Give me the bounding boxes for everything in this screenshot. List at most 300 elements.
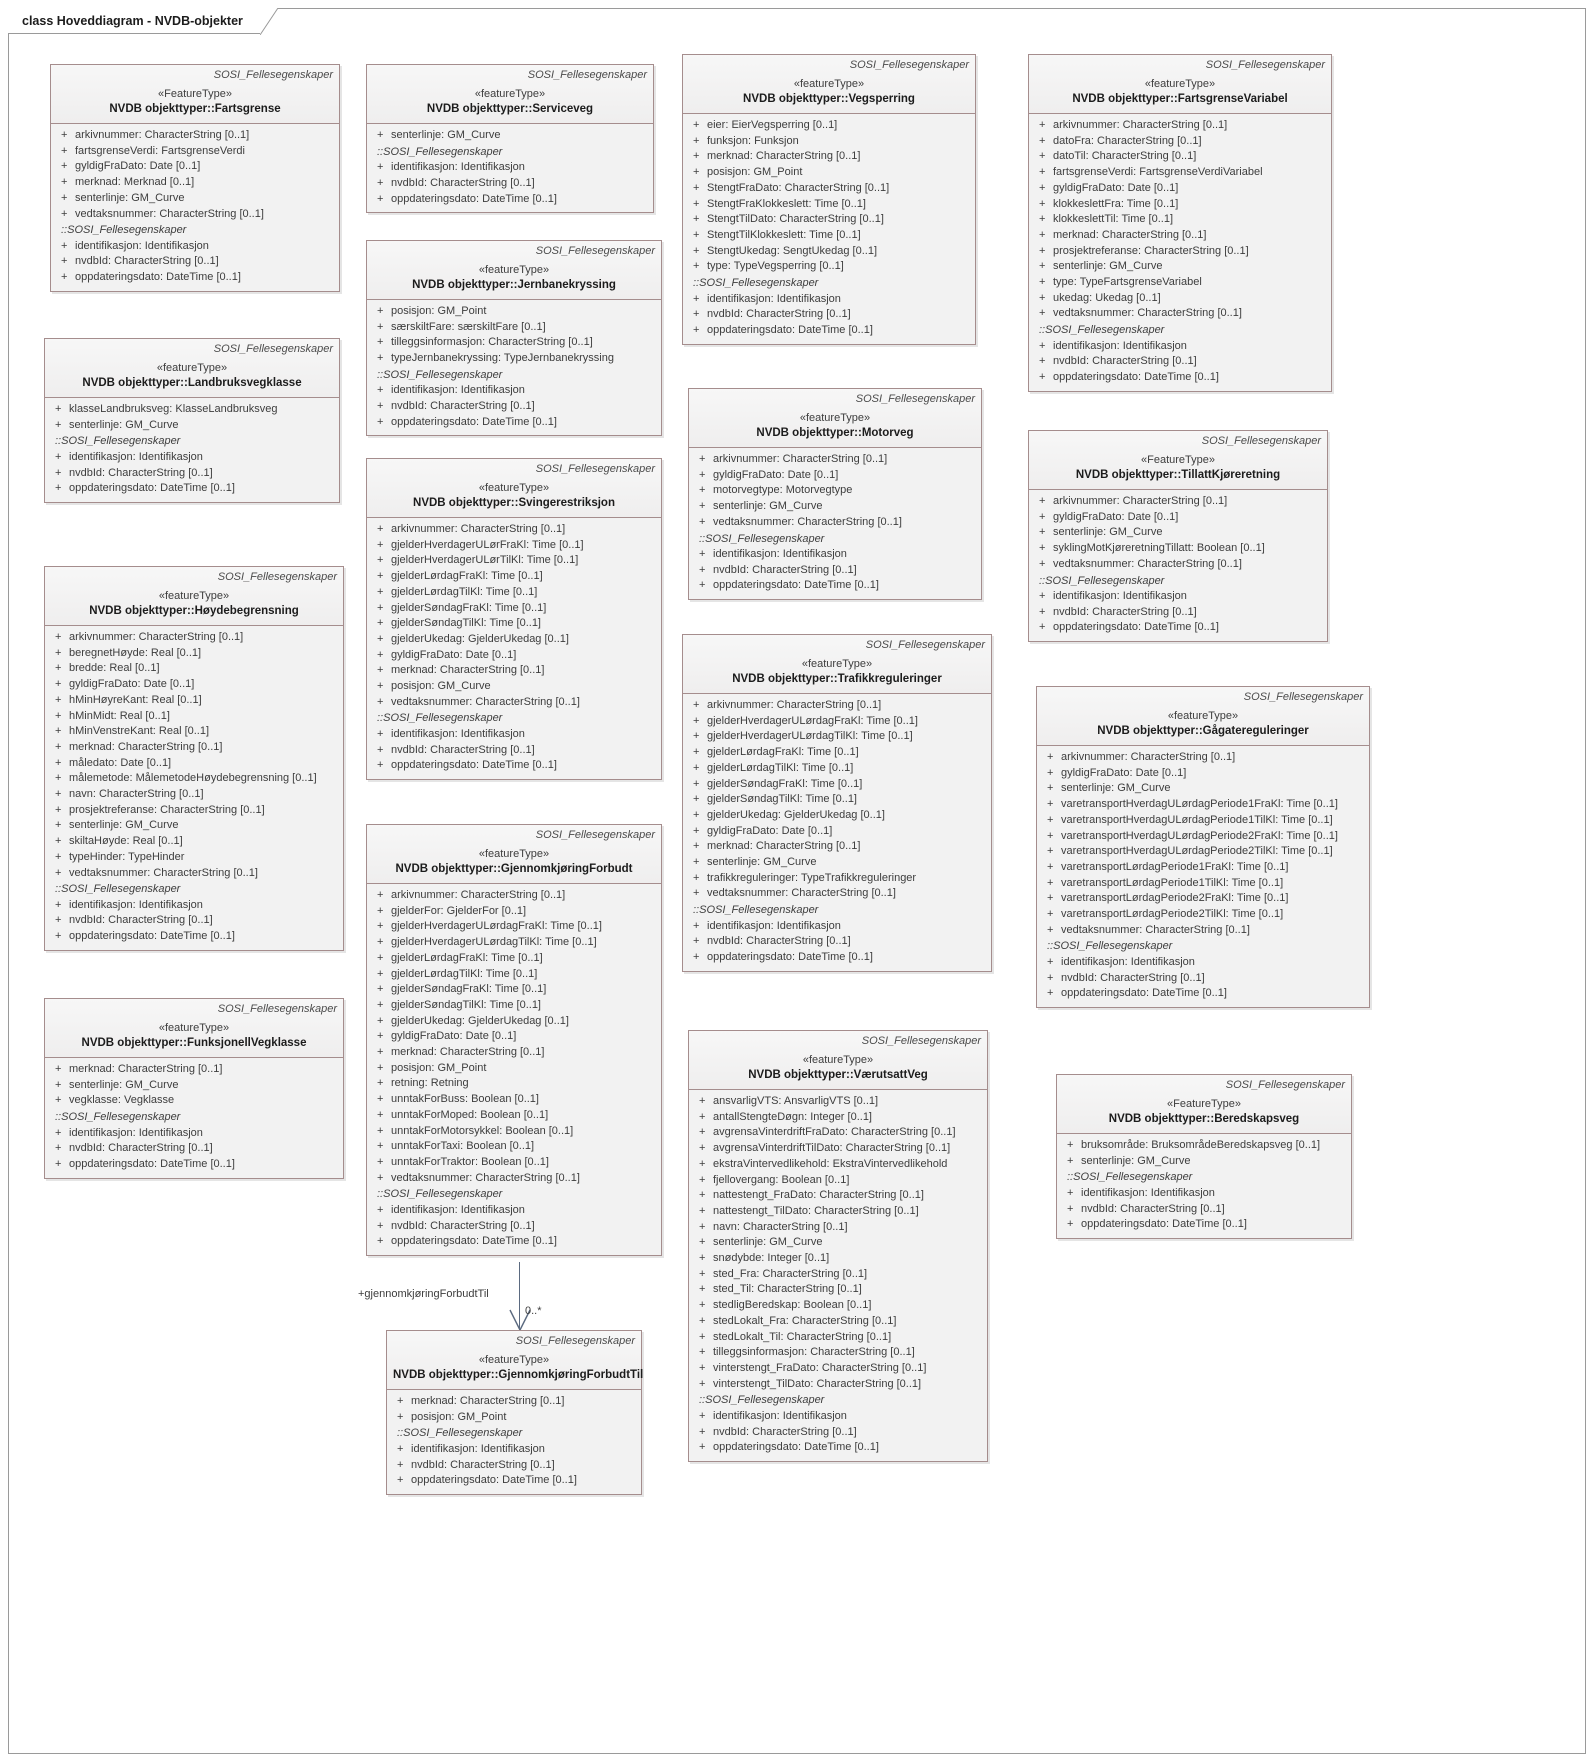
attribute-signature: navn: CharacterString [0..1] [713, 1220, 848, 1233]
uml-class-jernbanekryssing[interactable] [366, 240, 662, 436]
inherited-group-label: ::SOSI_Fellesegenskaper [1067, 1171, 1193, 1184]
class-attribute [1033, 494, 1323, 510]
class-attribute-compartment [367, 884, 661, 1255]
inherited-group-label: ::SOSI_Fellesegenskaper [693, 904, 819, 917]
class-attribute [687, 777, 987, 793]
class-name: NVDB objekttyper::Landbruksvegklasse [82, 377, 302, 389]
class-inherited-attribute [371, 176, 649, 192]
attribute-signature: hMinHøyreKant: Real [0..1] [69, 693, 202, 706]
attribute-signature: oppdateringsdato: DateTime [0..1] [411, 1474, 577, 1487]
visibility-public-icon: + [377, 936, 384, 949]
visibility-public-icon: + [1039, 181, 1046, 194]
attribute-signature: fjellovergang: Boolean [0..1] [713, 1173, 850, 1186]
attribute-signature: nvdbId: CharacterString [0..1] [707, 308, 851, 321]
visibility-public-icon: + [55, 788, 62, 801]
attribute-signature: retning: Retning [391, 1077, 469, 1090]
class-inherited-attribute [693, 563, 977, 579]
visibility-public-icon: + [693, 134, 700, 147]
class-attribute [1041, 876, 1365, 892]
visibility-public-icon: + [55, 1142, 62, 1155]
attribute-signature: varetransportHverdagULørdagPeriode2FraKl: Time [0..1] [1061, 829, 1338, 842]
uml-class-gjennomkjoringforbudt[interactable] [366, 824, 662, 1256]
visibility-public-icon: + [693, 808, 700, 821]
attribute-signature: gjelderUkedag: GjelderUkedag [0..1] [707, 808, 885, 821]
attribute-signature: posisjon: GM_Point [391, 305, 487, 317]
class-attribute [371, 1124, 657, 1140]
attribute-signature: typeHinder: TypeHinder [69, 850, 185, 863]
visibility-public-icon: + [55, 678, 62, 691]
class-attribute-compartment [1029, 490, 1327, 641]
class-name: NVDB objekttyper::Beredskapsveg [1108, 1113, 1300, 1125]
class-inherited-attribute [49, 450, 335, 466]
visibility-public-icon: + [377, 1235, 384, 1248]
attribute-signature: oppdateringsdato: DateTime [0..1] [391, 759, 557, 772]
class-attribute [1033, 149, 1327, 165]
class-attribute [687, 839, 987, 855]
attribute-signature: nvdbId: CharacterString [0..1] [1061, 971, 1205, 984]
class-attribute [371, 1029, 657, 1045]
class-inherited-attribute [55, 239, 335, 255]
class-attribute [693, 1267, 983, 1283]
class-attribute [693, 1377, 983, 1393]
visibility-public-icon: + [699, 1157, 706, 1170]
class-attribute [687, 871, 987, 887]
visibility-public-icon: + [699, 1142, 706, 1155]
attribute-signature: tilleggsinformasjon: CharacterString [0..1] [713, 1346, 915, 1359]
uml-class-tillattkjoreretning[interactable] [1028, 430, 1328, 642]
attribute-signature: merknad: CharacterString [0..1] [411, 1395, 565, 1407]
visibility-public-icon: + [1039, 495, 1046, 507]
attribute-signature: identifikasjon: Identifikasjon [391, 161, 525, 174]
class-attribute [371, 888, 657, 904]
visibility-public-icon: + [397, 1410, 404, 1423]
class-attribute [687, 714, 987, 730]
attribute-signature: målemetode: MålemetodeHøydebegrensning [0..1] [69, 772, 317, 785]
class-attribute [1033, 212, 1327, 228]
attribute-signature: hMinVenstreKant: Real [0..1] [69, 725, 210, 738]
class-inherited-attribute [687, 950, 987, 966]
attribute-signature: nvdbId: CharacterString [0..1] [69, 466, 213, 479]
class-attribute [49, 1078, 339, 1094]
class-attribute [371, 998, 657, 1014]
class-attribute [49, 756, 339, 772]
visibility-public-icon: + [1047, 923, 1054, 936]
attribute-signature: nvdbId: CharacterString [0..1] [69, 914, 213, 927]
visibility-public-icon: + [699, 1314, 706, 1327]
class-header [1057, 1075, 1351, 1134]
inherited-group-label: ::SOSI_Fellesegenskaper [699, 1394, 825, 1407]
attribute-signature: varetransportHverdagULørdagPeriode2TilKl: Time [0..1] [1061, 845, 1333, 858]
attribute-signature: gjelderLørdagTilKl: Time [0..1] [391, 585, 538, 598]
class-package-label: SOSI_Fellesegenskaper [865, 639, 985, 651]
attribute-signature: nvdbId: CharacterString [0..1] [391, 400, 535, 413]
class-attribute [693, 1282, 983, 1298]
inherited-group-label: ::SOSI_Fellesegenskaper [61, 224, 187, 237]
attribute-signature: merknad: CharacterString [0..1] [1053, 228, 1207, 241]
class-package-label: SOSI_Fellesegenskaper [213, 343, 333, 355]
visibility-public-icon: + [377, 570, 384, 583]
visibility-public-icon: + [699, 468, 706, 481]
visibility-public-icon: + [1039, 621, 1046, 634]
attribute-signature: arkivnummer: CharacterString [0..1] [1061, 751, 1236, 763]
class-attribute [1033, 557, 1323, 573]
visibility-public-icon: + [693, 323, 700, 336]
visibility-public-icon: + [1047, 766, 1054, 779]
inherited-group-label: ::SOSI_Fellesegenskaper [55, 883, 181, 896]
visibility-public-icon: + [61, 144, 68, 157]
class-attribute [371, 1171, 657, 1187]
attribute-signature: bredde: Real [0..1] [69, 662, 160, 675]
visibility-public-icon: + [699, 1236, 706, 1249]
attribute-signature: identifikasjon: Identifikasjon [1053, 339, 1187, 352]
visibility-public-icon: + [61, 255, 68, 268]
visibility-public-icon: + [55, 450, 62, 463]
class-attribute [693, 1188, 983, 1204]
attribute-signature: senterlinje: GM_Curve [707, 856, 817, 869]
attribute-signature: senterlinje: GM_Curve [713, 1236, 823, 1249]
class-inherited-attribute [371, 1219, 657, 1235]
uml-class-motorveg[interactable] [688, 388, 982, 600]
attribute-signature: senterlinje: GM_Curve [69, 418, 179, 431]
visibility-public-icon: + [377, 161, 384, 174]
visibility-public-icon: + [377, 998, 384, 1011]
attribute-signature: merknad: CharacterString [0..1] [391, 664, 545, 677]
attribute-signature: vedtaksnummer: CharacterString [0..1] [391, 1171, 580, 1184]
class-attribute [49, 418, 335, 434]
attribute-signature: nvdbId: CharacterString [0..1] [707, 935, 851, 948]
visibility-public-icon: + [693, 919, 700, 932]
class-inherited-attribute [693, 1409, 983, 1425]
class-stereotype: «featureType» [802, 1054, 874, 1066]
uml-class-gjennomkjoringforbudttil[interactable] [386, 1330, 642, 1495]
class-attribute [1041, 844, 1365, 860]
attribute-signature: arkivnummer: CharacterString [0..1] [713, 453, 888, 465]
attribute-signature: sted_Fra: CharacterString [0..1] [713, 1267, 868, 1280]
class-inherited-attribute [49, 913, 339, 929]
attribute-signature: StengtTilDato: CharacterString [0..1] [707, 213, 884, 226]
class-attribute [49, 693, 339, 709]
class-package-label: SOSI_Fellesegenskaper [1243, 691, 1363, 703]
attribute-signature: unntakForMoped: Boolean [0..1] [391, 1108, 549, 1121]
class-header [1029, 55, 1331, 114]
class-stereotype: «FeatureType» [1167, 1098, 1241, 1110]
class-attribute [693, 1125, 983, 1141]
visibility-public-icon: + [377, 727, 384, 740]
visibility-public-icon: + [1039, 371, 1046, 384]
class-attribute [1061, 1138, 1347, 1154]
class-attribute [693, 1141, 983, 1157]
visibility-public-icon: + [1039, 244, 1046, 257]
class-inherited-attribute [371, 415, 657, 431]
visibility-public-icon: + [55, 803, 62, 816]
attribute-signature: eier: EierVegsperring [0..1] [707, 119, 838, 131]
class-inherited-attribute [1041, 955, 1365, 971]
class-attribute [687, 761, 987, 777]
visibility-public-icon: + [377, 400, 384, 413]
class-attribute [1033, 259, 1327, 275]
class-attribute [1061, 1154, 1347, 1170]
visibility-public-icon: + [1039, 150, 1046, 163]
attribute-signature: varetransportLørdagPeriode2FraKl: Time [0..1] [1061, 892, 1289, 905]
visibility-public-icon: + [55, 482, 62, 495]
class-package-label: SOSI_Fellesegenskaper [527, 69, 647, 81]
class-attribute [693, 468, 977, 484]
class-attribute [49, 787, 339, 803]
visibility-public-icon: + [377, 889, 384, 901]
uml-class-beredskapsveg[interactable] [1056, 1074, 1352, 1239]
visibility-public-icon: + [693, 746, 700, 759]
uml-class-vegsperring[interactable] [682, 54, 976, 345]
class-stereotype: «featureType» [156, 362, 228, 374]
class-stereotype: «featureType» [1144, 78, 1216, 90]
visibility-public-icon: + [693, 887, 700, 900]
attribute-signature: StengtFraKlokkeslett: Time [0..1] [707, 197, 866, 210]
class-attribute-compartment [689, 448, 981, 599]
attribute-signature: gyldigFraDato: Date [0..1] [75, 160, 201, 173]
class-attribute [693, 1204, 983, 1220]
uml-class-gagatereguleringer[interactable] [1036, 686, 1370, 1008]
class-package-label: SOSI_Fellesegenskaper [1201, 435, 1321, 447]
inherited-group-label: ::SOSI_Fellesegenskaper [377, 145, 503, 158]
visibility-public-icon: + [699, 1095, 706, 1107]
visibility-public-icon: + [1039, 291, 1046, 304]
uml-class-fartsgrense[interactable] [50, 64, 340, 292]
class-attribute [687, 855, 987, 871]
class-attribute [687, 698, 987, 714]
class-header [689, 1031, 987, 1090]
attribute-signature: senterlinje: GM_Curve [1081, 1154, 1191, 1167]
class-package-label: SOSI_Fellesegenskaper [861, 1035, 981, 1047]
attribute-signature: gjelderHverdagerULørdagFraKl: Time [0..1] [391, 920, 602, 933]
class-inherited-attribute [1041, 971, 1365, 987]
attribute-signature: vedtaksnummer: CharacterString [0..1] [1061, 923, 1250, 936]
visibility-public-icon: + [699, 1267, 706, 1280]
attribute-signature: type: TypeVegsperring [0..1] [707, 260, 844, 273]
attribute-signature: arkivnummer: CharacterString [0..1] [1053, 495, 1228, 507]
visibility-public-icon: + [61, 176, 68, 189]
visibility-public-icon: + [377, 1203, 384, 1216]
attribute-signature: trafikkreguleringer: TypeTrafikkreguleringer [707, 871, 917, 884]
visibility-public-icon: + [1039, 276, 1046, 289]
class-attribute [1041, 923, 1365, 939]
class-attribute [371, 904, 657, 920]
visibility-public-icon: + [1047, 813, 1054, 826]
uml-class-trafikkreguleringer[interactable] [682, 634, 992, 972]
visibility-public-icon: + [377, 617, 384, 630]
inherited-group-label: ::SOSI_Fellesegenskaper [377, 712, 503, 725]
visibility-public-icon: + [377, 554, 384, 567]
attribute-signature: prosjektreferanse: CharacterString [0..1] [1053, 244, 1249, 257]
attribute-signature: vedtaksnummer: CharacterString [0..1] [707, 887, 896, 900]
class-inherited-attribute [371, 758, 657, 774]
attribute-signature: nvdbId: CharacterString [0..1] [1053, 355, 1197, 368]
visibility-public-icon: + [397, 1395, 404, 1407]
visibility-public-icon: + [377, 538, 384, 551]
visibility-public-icon: + [377, 352, 384, 365]
class-attribute [371, 648, 657, 664]
visibility-public-icon: + [1039, 590, 1046, 603]
inherited-group-label: ::SOSI_Fellesegenskaper [699, 532, 825, 545]
visibility-public-icon: + [55, 772, 62, 785]
uml-class-landbruksvegklasse[interactable] [44, 338, 340, 503]
attribute-signature: ukedag: Ukedag [0..1] [1053, 291, 1161, 304]
visibility-public-icon: + [55, 819, 62, 832]
uml-class-hoydebegrensning[interactable] [44, 566, 344, 951]
class-name: NVDB objekttyper::TillattKjøreretning [1075, 469, 1281, 481]
uml-class-svingerestriksjon[interactable] [366, 458, 662, 780]
class-package-label: SOSI_Fellesegenskaper [855, 393, 975, 405]
attribute-signature: gjelderLørdagFraKl: Time [0..1] [707, 746, 859, 759]
visibility-public-icon: + [699, 453, 706, 465]
class-inherited-attribute [687, 919, 987, 935]
class-attribute [1041, 860, 1365, 876]
attribute-signature: nvdbId: CharacterString [0..1] [391, 176, 535, 189]
visibility-public-icon: + [1039, 307, 1046, 320]
attribute-signature: ansvarligVTS: AnsvarligVTS [0..1] [713, 1095, 879, 1107]
class-name: NVDB objekttyper::Serviceveg [426, 103, 594, 115]
visibility-public-icon: + [377, 1140, 384, 1153]
class-inherited-attribute [371, 727, 657, 743]
attribute-signature: gyldigFraDato: Date [0..1] [1053, 510, 1179, 523]
class-attribute [371, 304, 657, 320]
attribute-signature: oppdateringsdato: DateTime [0..1] [1053, 371, 1219, 384]
class-attribute-compartment [367, 300, 661, 435]
class-header [45, 999, 343, 1058]
attribute-signature: posisjon: GM_Point [411, 1410, 507, 1423]
class-attribute [371, 128, 649, 144]
attribute-signature: unntakForMotorsykkel: Boolean [0..1] [391, 1124, 574, 1137]
attribute-signature: beregnetHøyde: Real [0..1] [69, 646, 202, 659]
class-inherited-attribute [687, 323, 971, 339]
class-attribute [693, 1361, 983, 1377]
class-attribute [371, 616, 657, 632]
visibility-public-icon: + [1039, 339, 1046, 352]
class-attribute-compartment [1037, 746, 1369, 1007]
class-attribute [49, 709, 339, 725]
visibility-public-icon: + [1039, 355, 1046, 368]
visibility-public-icon: + [699, 563, 706, 576]
attribute-signature: senterlinje: GM_Curve [713, 500, 823, 513]
attribute-signature: identifikasjon: Identifikasjon [707, 919, 841, 932]
visibility-public-icon: + [55, 930, 62, 943]
visibility-public-icon: + [699, 500, 706, 513]
attribute-signature: oppdateringsdato: DateTime [0..1] [391, 415, 557, 428]
visibility-public-icon: + [1047, 860, 1054, 873]
class-attribute [693, 1094, 983, 1110]
class-attribute [693, 1330, 983, 1346]
visibility-public-icon: + [377, 983, 384, 996]
attribute-signature: nvdbId: CharacterString [0..1] [713, 563, 857, 576]
attribute-signature: særskiltFare: særskiltFare [0..1] [391, 320, 546, 333]
class-attribute [693, 1298, 983, 1314]
attribute-signature: oppdateringsdato: DateTime [0..1] [391, 1235, 557, 1248]
visibility-public-icon: + [397, 1458, 404, 1471]
uml-class-serviceveg[interactable] [366, 64, 654, 213]
attribute-signature: gjelderHverdagerULørFraKl: Time [0..1] [391, 538, 584, 551]
uml-class-funksjonellvegklasse[interactable] [44, 998, 344, 1179]
class-attribute [1033, 118, 1327, 134]
class-attribute [693, 1220, 983, 1236]
class-attribute [371, 1139, 657, 1155]
attribute-signature: identifikasjon: Identifikasjon [69, 898, 203, 911]
visibility-public-icon: + [693, 871, 700, 884]
attribute-signature: gjelderLørdagFraKl: Time [0..1] [391, 951, 543, 964]
attribute-signature: StengtTilKlokkeslett: Time [0..1] [707, 228, 861, 241]
class-attribute [49, 1062, 339, 1078]
visibility-public-icon: + [693, 699, 700, 711]
class-attribute [693, 515, 977, 531]
class-inherited-attribute [687, 307, 971, 323]
attribute-signature: skiltaHøyde: Real [0..1] [69, 835, 183, 848]
class-attribute-compartment [1029, 114, 1331, 391]
attribute-signature: oppdateringsdato: DateTime [0..1] [1061, 987, 1227, 1000]
attribute-signature: nvdbId: CharacterString [0..1] [713, 1425, 857, 1438]
attribute-signature: varetransportHverdagULørdagPeriode1FraKl: Time [0..1] [1061, 798, 1338, 811]
visibility-public-icon: + [693, 793, 700, 806]
attribute-signature: oppdateringsdato: DateTime [0..1] [69, 1158, 235, 1171]
visibility-public-icon: + [693, 714, 700, 727]
attribute-signature: bruksområde: BruksområdeBeredskapsveg [0..1] [1081, 1139, 1321, 1151]
class-attribute [49, 834, 339, 850]
class-attribute [371, 320, 657, 336]
visibility-public-icon: + [1047, 829, 1054, 842]
attribute-signature: oppdateringsdato: DateTime [0..1] [391, 192, 557, 205]
visibility-public-icon: + [693, 119, 700, 131]
visibility-public-icon: + [55, 740, 62, 753]
class-attribute [1033, 525, 1323, 541]
visibility-public-icon: + [55, 914, 62, 927]
attribute-signature: gyldigFraDato: Date [0..1] [391, 1030, 517, 1043]
class-attribute-compartment [45, 626, 343, 950]
attribute-signature: posisjon: GM_Point [707, 166, 803, 179]
visibility-public-icon: + [1039, 605, 1046, 618]
attribute-signature: merknad: Merknad [0..1] [75, 176, 195, 189]
class-attribute [49, 866, 339, 882]
class-attribute-compartment [45, 1058, 343, 1178]
class-attribute [49, 771, 339, 787]
attribute-signature: fartsgrenseVerdi: FartsgrenseVerdiVariabel [1053, 166, 1263, 179]
class-attribute [687, 134, 971, 150]
visibility-public-icon: + [1047, 876, 1054, 889]
class-inherited-attribute [687, 292, 971, 308]
attribute-signature: gyldigFraDato: Date [0..1] [1053, 181, 1179, 194]
class-attribute [55, 144, 335, 160]
attribute-signature: antallStengteDøgn: Integer [0..1] [713, 1110, 872, 1123]
class-attribute [49, 850, 339, 866]
uml-class-fartsgrensevariabel[interactable] [1028, 54, 1332, 392]
attribute-signature: varetransportLørdagPeriode2TilKl: Time [0..1] [1061, 908, 1284, 921]
attribute-signature: posisjon: GM_Point [391, 1061, 487, 1074]
class-attribute [687, 165, 971, 181]
association-multiplicity-label: 0..* [525, 1305, 542, 1317]
uml-class-vaerutsattveg[interactable] [688, 1030, 988, 1462]
visibility-public-icon: + [377, 523, 384, 535]
attribute-signature: arkivnummer: CharacterString [0..1] [391, 523, 566, 535]
visibility-public-icon: + [693, 292, 700, 305]
class-attribute [49, 677, 339, 693]
class-attribute [49, 646, 339, 662]
class-attribute-compartment [689, 1090, 987, 1461]
class-package-label: SOSI_Fellesegenskaper [535, 245, 655, 257]
visibility-public-icon: + [377, 1108, 384, 1121]
attribute-signature: gjelderSøndagTilKl: Time [0..1] [391, 998, 541, 1011]
visibility-public-icon: + [55, 709, 62, 722]
attribute-signature: oppdateringsdato: DateTime [0..1] [707, 323, 873, 336]
attribute-signature: prosjektreferanse: CharacterString [0..1] [69, 803, 265, 816]
class-attribute [371, 967, 657, 983]
visibility-public-icon: + [55, 866, 62, 879]
visibility-public-icon: + [55, 662, 62, 675]
